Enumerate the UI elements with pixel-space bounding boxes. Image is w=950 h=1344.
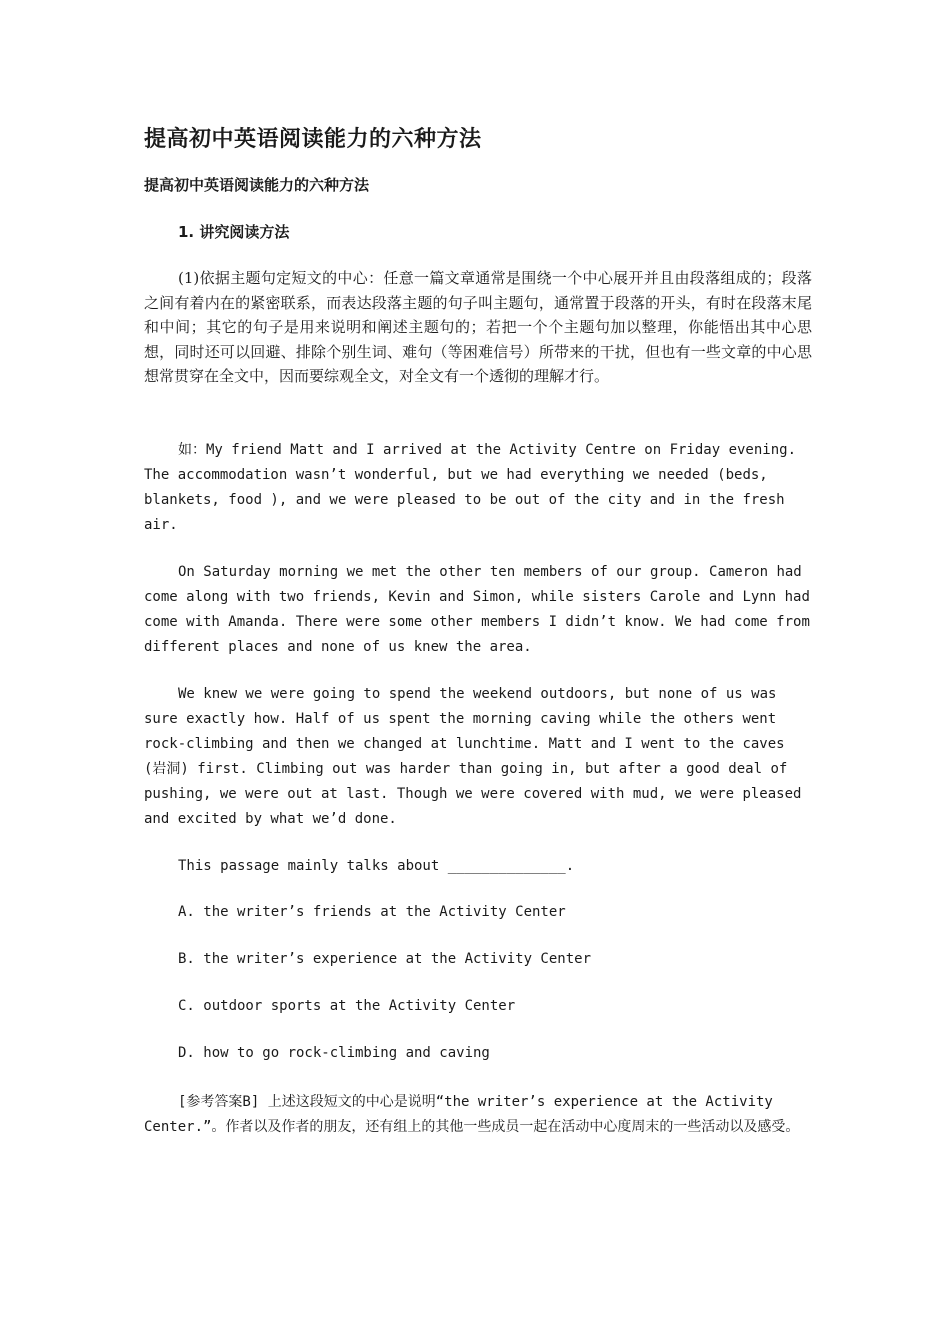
- passage-paragraph-3: We knew we were going to spend the weekend outdoors, but none of us was sure exactly how. Half of us spent the morning caving while the others went rock-climbing and then we changed at lunchtime. Matt and I went to the caves (岩洞) first. Climbing out was harder than going in, but after a good deal of pushing, we were out at last. Though we were covered with mud, we were pleased and excited by what we’d done.: [144, 686, 802, 827]
- section-heading: 1. 讲究阅读方法: [178, 223, 290, 241]
- passage-paragraph-1: 如：My friend Matt and I arrived at the Activity Centre on Friday evening. The accommodation wasn’t wonderful, but we had everything we needed (beds, blankets, food ), and we were pleased to be out of the city and in the fresh air.: [144, 442, 797, 533]
- option-c: C. outdoor sports at the Activity Center: [178, 998, 516, 1014]
- answer-paragraph: [参考答案B] 上述这段短文的中心是说明“the writer’s experience at the Activity Center.”。作者以及作者的朋友，还有组上的其他一些成员一起在活动中心度周末的一些活动以及感受。: [144, 1094, 800, 1135]
- document-subtitle: 提高初中英语阅读能力的六种方法: [144, 176, 370, 194]
- question-text: This passage mainly talks about ______________.: [178, 858, 575, 874]
- option-b: B. the writer’s experience at the Activity Center: [178, 951, 592, 967]
- passage-paragraph-2: On Saturday morning we met the other ten members of our group. Cameron had come along with two friends, Kevin and Simon, while sisters Carole and Lynn had come with Amanda. There were some other members I didn’t know. We had come from different places and none of us knew the area.: [144, 564, 810, 655]
- option-d: D. how to go rock-climbing and caving: [178, 1045, 490, 1061]
- document-title: 提高初中英语阅读能力的六种方法: [144, 127, 482, 152]
- option-a: A. the writer’s friends at the Activity Center: [178, 904, 566, 920]
- intro-paragraph: (1)依据主题句定短文的中心：任意一篇文章通常是围绕一个中心展开并且由段落组成的；段落之间有着内在的紧密联系，而表达段落主题的句子叫主题句，通常置于段落的开头，有时在段落末尾和中间；其它的句子是用来说明和阐述主题句的；若把一个个主题句加以整理，你能悟出其中心思想，同时还可以回避、排除个别生词、难句（等困难信号）所带来的干扰，但也有一些文章的中心思想常贯穿在全文中，因而要综观全文，对全文有一个透彻的理解才行。: [144, 269, 812, 385]
